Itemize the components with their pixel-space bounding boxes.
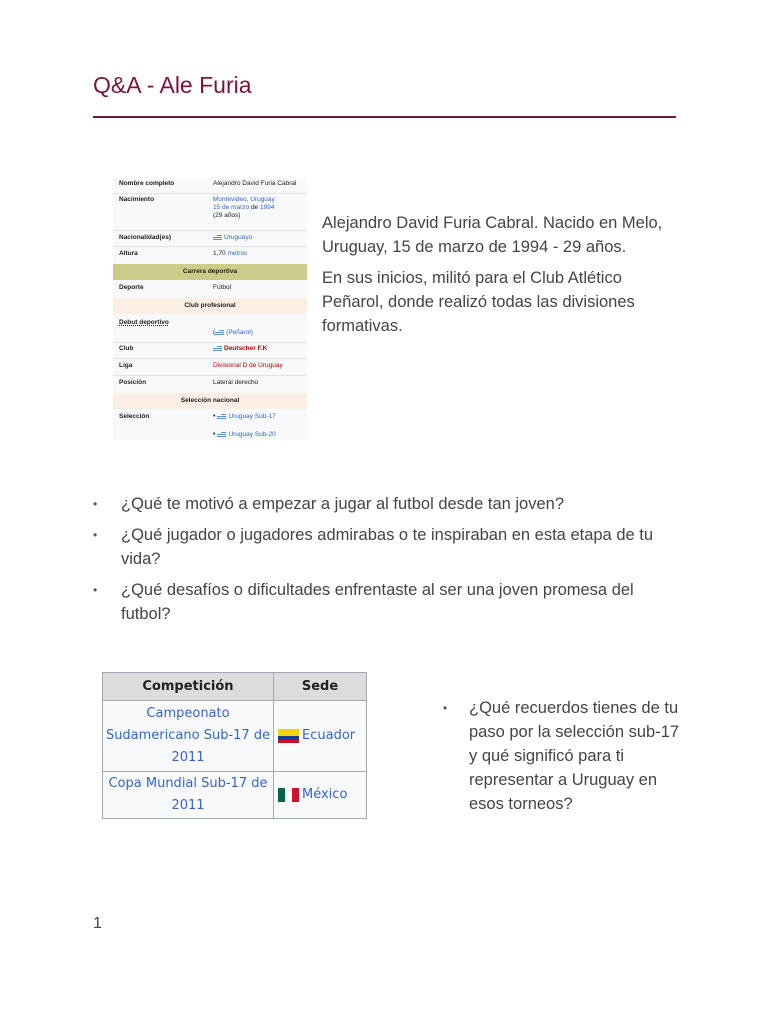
question-item xyxy=(93,578,678,626)
infobox-separator xyxy=(113,230,307,231)
infobox-value: Lateral derecho xyxy=(213,379,259,386)
infobox-value: Fútbol xyxy=(213,284,232,291)
height-unit-link[interactable]: metros xyxy=(227,250,248,257)
infobox-value xyxy=(213,345,305,353)
infobox-label: Club xyxy=(119,345,134,352)
intro-paragraph: Alejandro David Furia Cabral. Nacido en Melo, Uruguay, 15 de marzo de 1994 - 29 años. xyxy=(322,214,663,256)
infobox-label: Posición xyxy=(119,379,147,386)
age-text: (29 años) xyxy=(213,212,241,220)
uruguay-flag-icon xyxy=(217,431,226,437)
infobox-row-posicion xyxy=(113,379,307,393)
infobox-section-seleccion: Selección nacional xyxy=(113,393,307,409)
bullet-icon: • xyxy=(93,528,98,542)
infobox-value: Alejandro David Furia Cabral xyxy=(213,180,297,187)
club-link[interactable]: Deutscher F.K xyxy=(224,345,268,352)
table-row xyxy=(103,701,367,772)
infobox-label: Liga xyxy=(119,362,133,369)
bullet-icon: • xyxy=(93,497,98,511)
competition-link[interactable]: Campeonato Sudamericano Sub-17 de 2011 xyxy=(103,701,274,772)
national-team-link[interactable]: Uruguay Sub-17 xyxy=(228,413,276,420)
national-team-link[interactable]: Uruguay Sub-20 xyxy=(228,430,276,438)
venue-cell xyxy=(274,701,367,772)
venue-link[interactable]: Ecuador xyxy=(302,728,356,743)
infobox-row-debut xyxy=(113,319,307,343)
ecuador-flag-icon xyxy=(278,729,299,743)
league-link[interactable]: Divisional D de Uruguay xyxy=(213,362,283,369)
bullet-icon: • xyxy=(213,413,216,420)
birthdate-connector: de xyxy=(249,204,260,212)
infobox-value xyxy=(213,196,305,220)
uruguay-flag-icon xyxy=(213,234,222,240)
page-number: 1 xyxy=(93,915,102,932)
side-question-list xyxy=(443,696,683,816)
question-item xyxy=(93,523,678,571)
infobox-row-altura xyxy=(113,250,307,264)
infobox-label: Debut deportivo xyxy=(119,319,169,326)
question-text: ¿Qué recuerdos tienes de tu paso por la selección sub-17 y qué significó para ti representar a Uruguay en esos torneos? xyxy=(469,699,680,813)
infobox-section-carrera: Carrera deportiva xyxy=(113,264,307,280)
table-row xyxy=(103,772,367,819)
column-header-sede: Sede xyxy=(274,673,367,701)
height-number: 1,70 xyxy=(213,250,228,257)
infobox-value xyxy=(213,250,305,258)
question-item xyxy=(93,492,678,516)
infobox-separator xyxy=(113,358,307,359)
infobox-label: Altura xyxy=(119,250,138,257)
column-header-competicion: Competición xyxy=(103,673,274,701)
birthdate-link[interactable]: 15 de marzo xyxy=(213,204,250,212)
infobox-row-seleccion xyxy=(113,413,307,439)
mexico-flag-icon xyxy=(278,788,299,802)
infobox-value xyxy=(213,413,305,440)
venue-link[interactable]: México xyxy=(302,787,348,802)
uruguay-flag-icon xyxy=(217,413,226,419)
infobox-row-liga xyxy=(113,362,307,376)
question-text: ¿Qué desafíos o dificultades enfrentaste al ser una joven promesa del futbol? xyxy=(121,581,634,623)
birthyear-link[interactable]: 1994 xyxy=(259,204,275,212)
question-text: ¿Qué te motivó a empezar a jugar al futbol desde tan joven? xyxy=(121,495,565,513)
question-item xyxy=(443,696,683,816)
competition-table xyxy=(102,672,367,819)
infobox-section-club: Club profesional xyxy=(113,298,307,314)
competition-link[interactable]: Copa Mundial Sub-17 de 2011 xyxy=(103,772,274,819)
table-header-row xyxy=(103,673,367,701)
title-divider xyxy=(93,116,676,118)
bullet-icon: • xyxy=(93,583,98,597)
infobox-value xyxy=(213,234,305,242)
infobox-label: Nacimiento xyxy=(119,196,155,203)
infobox-label: Nacionalidad(es) xyxy=(119,234,172,241)
birthplace-link[interactable]: Montevideo, Uruguay xyxy=(213,196,275,203)
infobox-separator xyxy=(113,375,307,376)
venue-cell xyxy=(274,772,367,819)
infobox-row-nacimiento xyxy=(113,196,307,228)
bullet-icon: • xyxy=(213,430,216,438)
infobox-row-nombre xyxy=(113,180,307,194)
debut-club-link[interactable]: (Peñarol) xyxy=(226,329,253,336)
infobox-label: Selección xyxy=(119,413,150,420)
infobox-separator xyxy=(113,246,307,247)
nationality-link[interactable]: Uruguayo xyxy=(224,234,253,241)
infobox-separator xyxy=(113,342,307,343)
infobox-separator xyxy=(113,193,307,194)
document-title: Q&A - Ale Furia xyxy=(93,72,252,98)
infobox-row-deporte xyxy=(113,284,307,298)
infobox-value: ( (Peñarol) xyxy=(213,329,253,336)
player-infobox-image xyxy=(113,178,307,440)
uruguay-flag-icon xyxy=(213,345,222,351)
uruguay-flag-icon xyxy=(215,329,224,335)
infobox-label: Deporte xyxy=(119,284,144,291)
questions-list xyxy=(93,492,678,633)
intro-paragraph: En sus inicios, militó para el Club Atlético Peñarol, donde realizó todas las divisiones formativas. xyxy=(322,269,635,335)
infobox-row-club xyxy=(113,345,307,359)
intro-text xyxy=(322,211,672,345)
question-text: ¿Qué jugador o jugadores admirabas o te inspiraban en esta etapa de tu vida? xyxy=(121,526,654,568)
infobox-label: Nombre completo xyxy=(119,180,175,187)
bullet-icon: • xyxy=(443,701,448,715)
